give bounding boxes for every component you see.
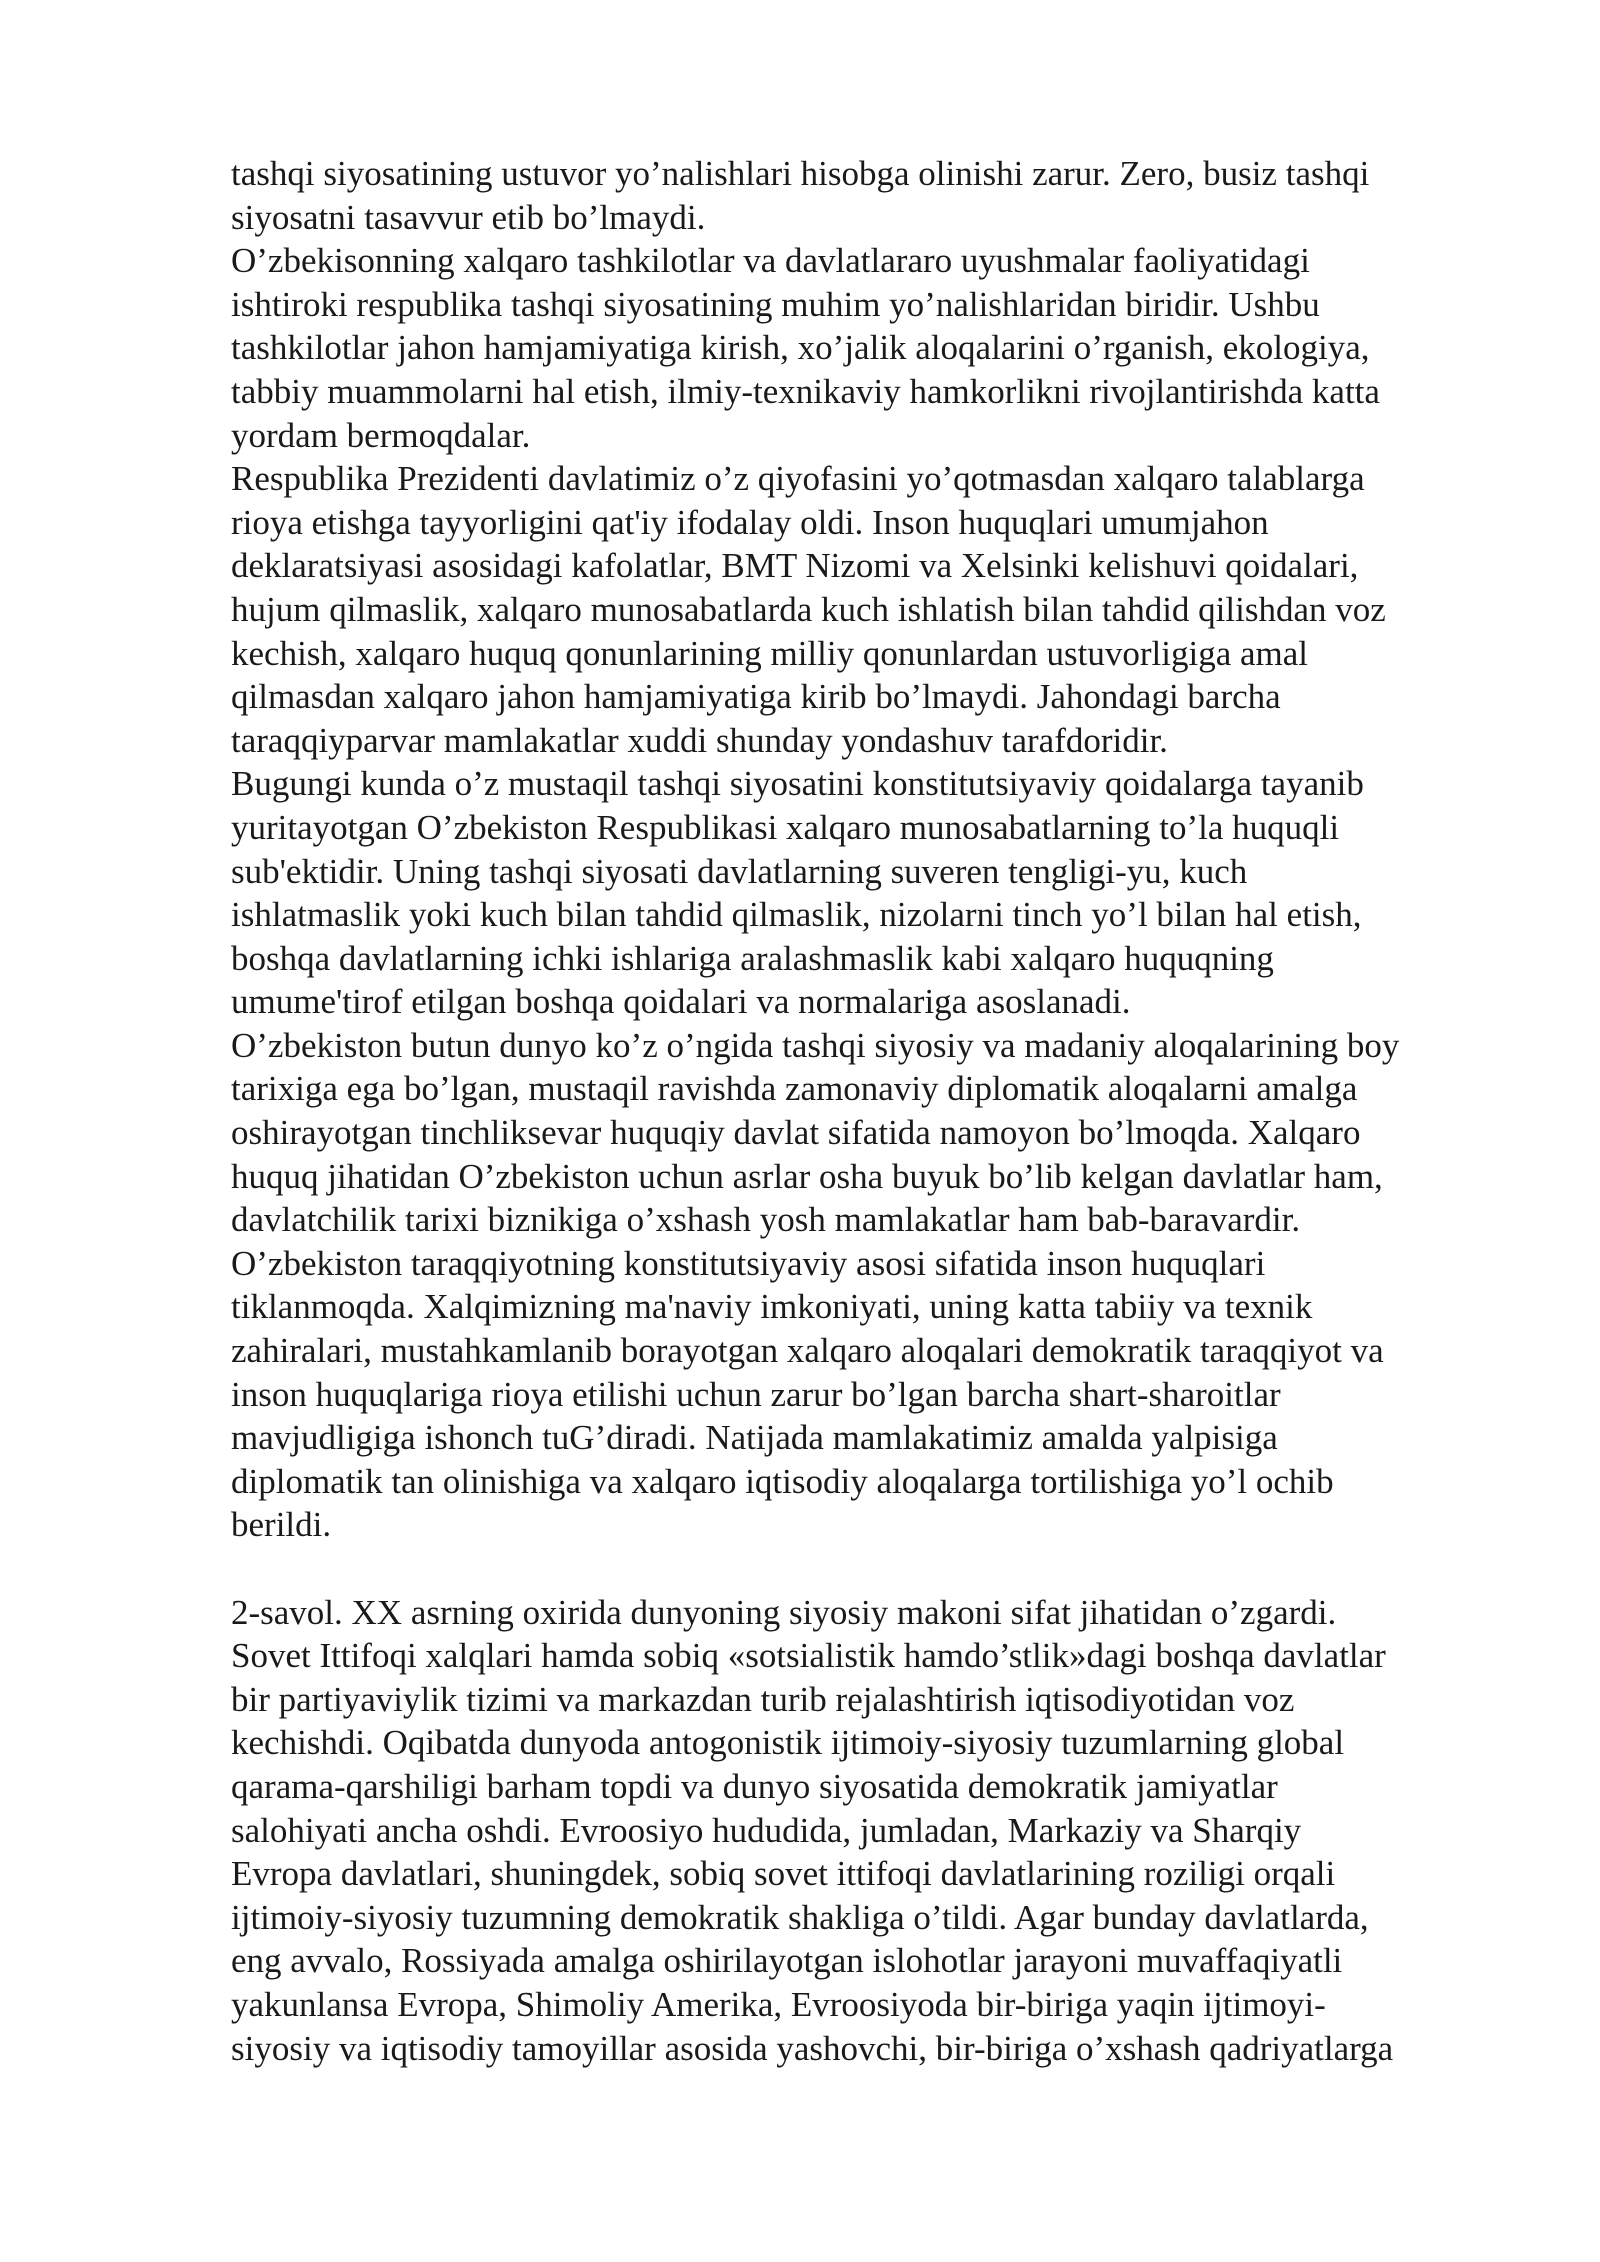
text-line: ijtimoiy-siyosiy tuzumning demokratik shakliga o’tildi. Agar bunday davlatlarda, <box>231 1897 1369 1937</box>
text-line: diplomatik tan olinishiga va xalqaro iqtisodiy aloqalarga tortilishiga yo’l ochib <box>231 1461 1334 1501</box>
text-line: rioya etishga tayyorligini qat'iy ifodalay oldi. Inson huquqlari umumjahon <box>231 502 1269 542</box>
text-line: berildi. <box>231 1505 332 1545</box>
text-line: Evropa davlatlari, shuningdek, sobiq sovet ittifoqi davlatlarining roziligi orqali <box>231 1854 1336 1894</box>
text-line: eng avvalo, Rossiyada amalga oshirilayotgan islohotlar jarayoni muvaffaqiyatli <box>231 1941 1343 1981</box>
text-line: sub'ektidir. Uning tashqi siyosati davlatlarning suveren tengligi-yu, kuch <box>231 851 1248 891</box>
text-line: yordam bermoqdalar. <box>231 415 531 455</box>
text-line: inson huquqlariga rioya etilishi uchun zarur bo’lgan barcha shart-sharoitlar <box>231 1374 1281 1414</box>
text-line: tashkilotlar jahon hamjamiyatiga kirish, xo’jalik aloqalarini o’rganish, ekologiya, <box>231 328 1370 368</box>
text-line: qarama-qarshiligi barham topdi va dunyo siyosatida demokratik jamiyatlar <box>231 1766 1278 1806</box>
text-line: deklaratsiyasi asosidagi kafolatlar, BMT Nizomi va Xelsinki kelishuvi qoidalari, <box>231 546 1359 586</box>
text-line: hujum qilmaslik, xalqaro munosabatlarda kuch ishlatish bilan tahdid qilishdan voz <box>231 589 1386 629</box>
text-line: salohiyati ancha oshdi. Evroosiyo hududida, jumladan, Markaziy va Sharqiy <box>231 1810 1302 1850</box>
text-line: qilmasdan xalqaro jahon hamjamiyatiga kirib bo’lmaydi. Jahondagi barcha <box>231 677 1281 717</box>
text-line: tiklanmoqda. Xalqimizning ma'naviy imkoniyati, uning katta tabiiy va texnik <box>231 1287 1313 1327</box>
text-line: ishlatmaslik yoki kuch bilan tahdid qilmaslik, nizolarni tinch yo’l bilan hal etish, <box>231 895 1362 935</box>
text-line: O’zbekisonning xalqaro tashkilotlar va davlatlararo uyushmalar faoliyatidagi <box>231 241 1310 281</box>
text-line: boshqa davlatlarning ichki ishlariga aralashmaslik kabi xalqaro huquqning <box>231 938 1274 978</box>
text-line: yuritayotgan O’zbekiston Respublikasi xalqaro munosabatlarning to’la huquqli <box>231 807 1340 847</box>
text-line: davlatchilik tarixi biznikiga o’xshash yosh mamlakatlar ham bab-baravardir. <box>231 1200 1301 1240</box>
text-line: ishtiroki respublika tashqi siyosatining muhim yo’nalishlaridan biridir. Ushbu <box>231 284 1320 324</box>
blank-line <box>231 1547 1521 1591</box>
text-line: O’zbekiston butun dunyo ko’z o’ngida tashqi siyosiy va madaniy aloqalarining boy <box>231 1025 1400 1065</box>
text-line: huquq jihatidan O’zbekiston uchun asrlar osha buyuk bo’lib kelgan davlatlar ham, <box>231 1156 1383 1196</box>
text-line: siyosatni tasavvur etib bo’lmaydi. <box>231 197 706 237</box>
text-line: O’zbekiston taraqqiyotning konstitutsiyaviy asosi sifatida inson huquqlari <box>231 1243 1266 1283</box>
text-line: Sovet Ittifoqi xalqlari hamda sobiq «sotsialistik hamdo’stlik»dagi boshqa davlatlar <box>231 1636 1386 1676</box>
text-line: Bugungi kunda o’z mustaqil tashqi siyosatini konstitutsiyaviy qoidalarga tayanib <box>231 764 1364 804</box>
text-line: kechishdi. Oqibatda dunyoda antogonistik ijtimoiy-siyosiy tuzumlarning global <box>231 1723 1345 1763</box>
text-line: yakunlansa Evropa, Shimoliy Amerika, Evroosiyoda bir-biriga yaqin ijtimoyi- <box>231 1984 1326 2024</box>
text-line: tarixiga ega bo’lgan, mustaqil ravishda zamonaviy diplomatik aloqalarni amalga <box>231 1069 1358 1109</box>
text-line: bir partiyaviylik tizimi va markazdan turib rejalashtirish iqtisodiyotidan voz <box>231 1679 1295 1719</box>
text-line: kechish, xalqaro huquq qonunlarining milliy qonunlardan ustuvorligiga amal <box>231 633 1309 673</box>
text-line: taraqqiyparvar mamlakatlar xuddi shunday yondashuv tarafdoridir. <box>231 720 1168 760</box>
text-line: siyosiy va iqtisodiy tamoyillar asosida yashovchi, bir-biriga o’xshash qadriyatlarga <box>231 2028 1394 2068</box>
text-line: oshirayotgan tinchliksevar huquqiy davlat sifatida namoyon bo’lmoqda. Xalqaro <box>231 1113 1361 1153</box>
text-line: mavjudligiga ishonch tuG’diradi. Natijada mamlakatimiz amalda yalpisiga <box>231 1418 1278 1458</box>
text-line: umume'tirof etilgan boshqa qoidalari va normalariga asoslanadi. <box>231 982 1131 1022</box>
text-line: zahiralari, mustahkamlanib borayotgan xalqaro aloqalari demokratik taraqqiyot va <box>231 1331 1384 1371</box>
text-line: tashqi siyosatining ustuvor yo’nalishlari hisobga olinishi zarur. Zero, busiz tashqi <box>231 154 1370 193</box>
text-line: tabbiy muammolarni hal etish, ilmiy-texnikaviy hamkorlikni rivojlantirishda katta <box>231 371 1380 411</box>
text-line: Respublika Prezidenti davlatimiz o’z qiyofasini yo’qotmasdan xalqaro talablarga <box>231 459 1365 499</box>
text-line: 2-savol. XX asrning oxirida dunyoning siyosiy makoni sifat jihatidan o’zgardi. <box>231 1592 1337 1632</box>
document-body-text <box>231 152 1521 2070</box>
